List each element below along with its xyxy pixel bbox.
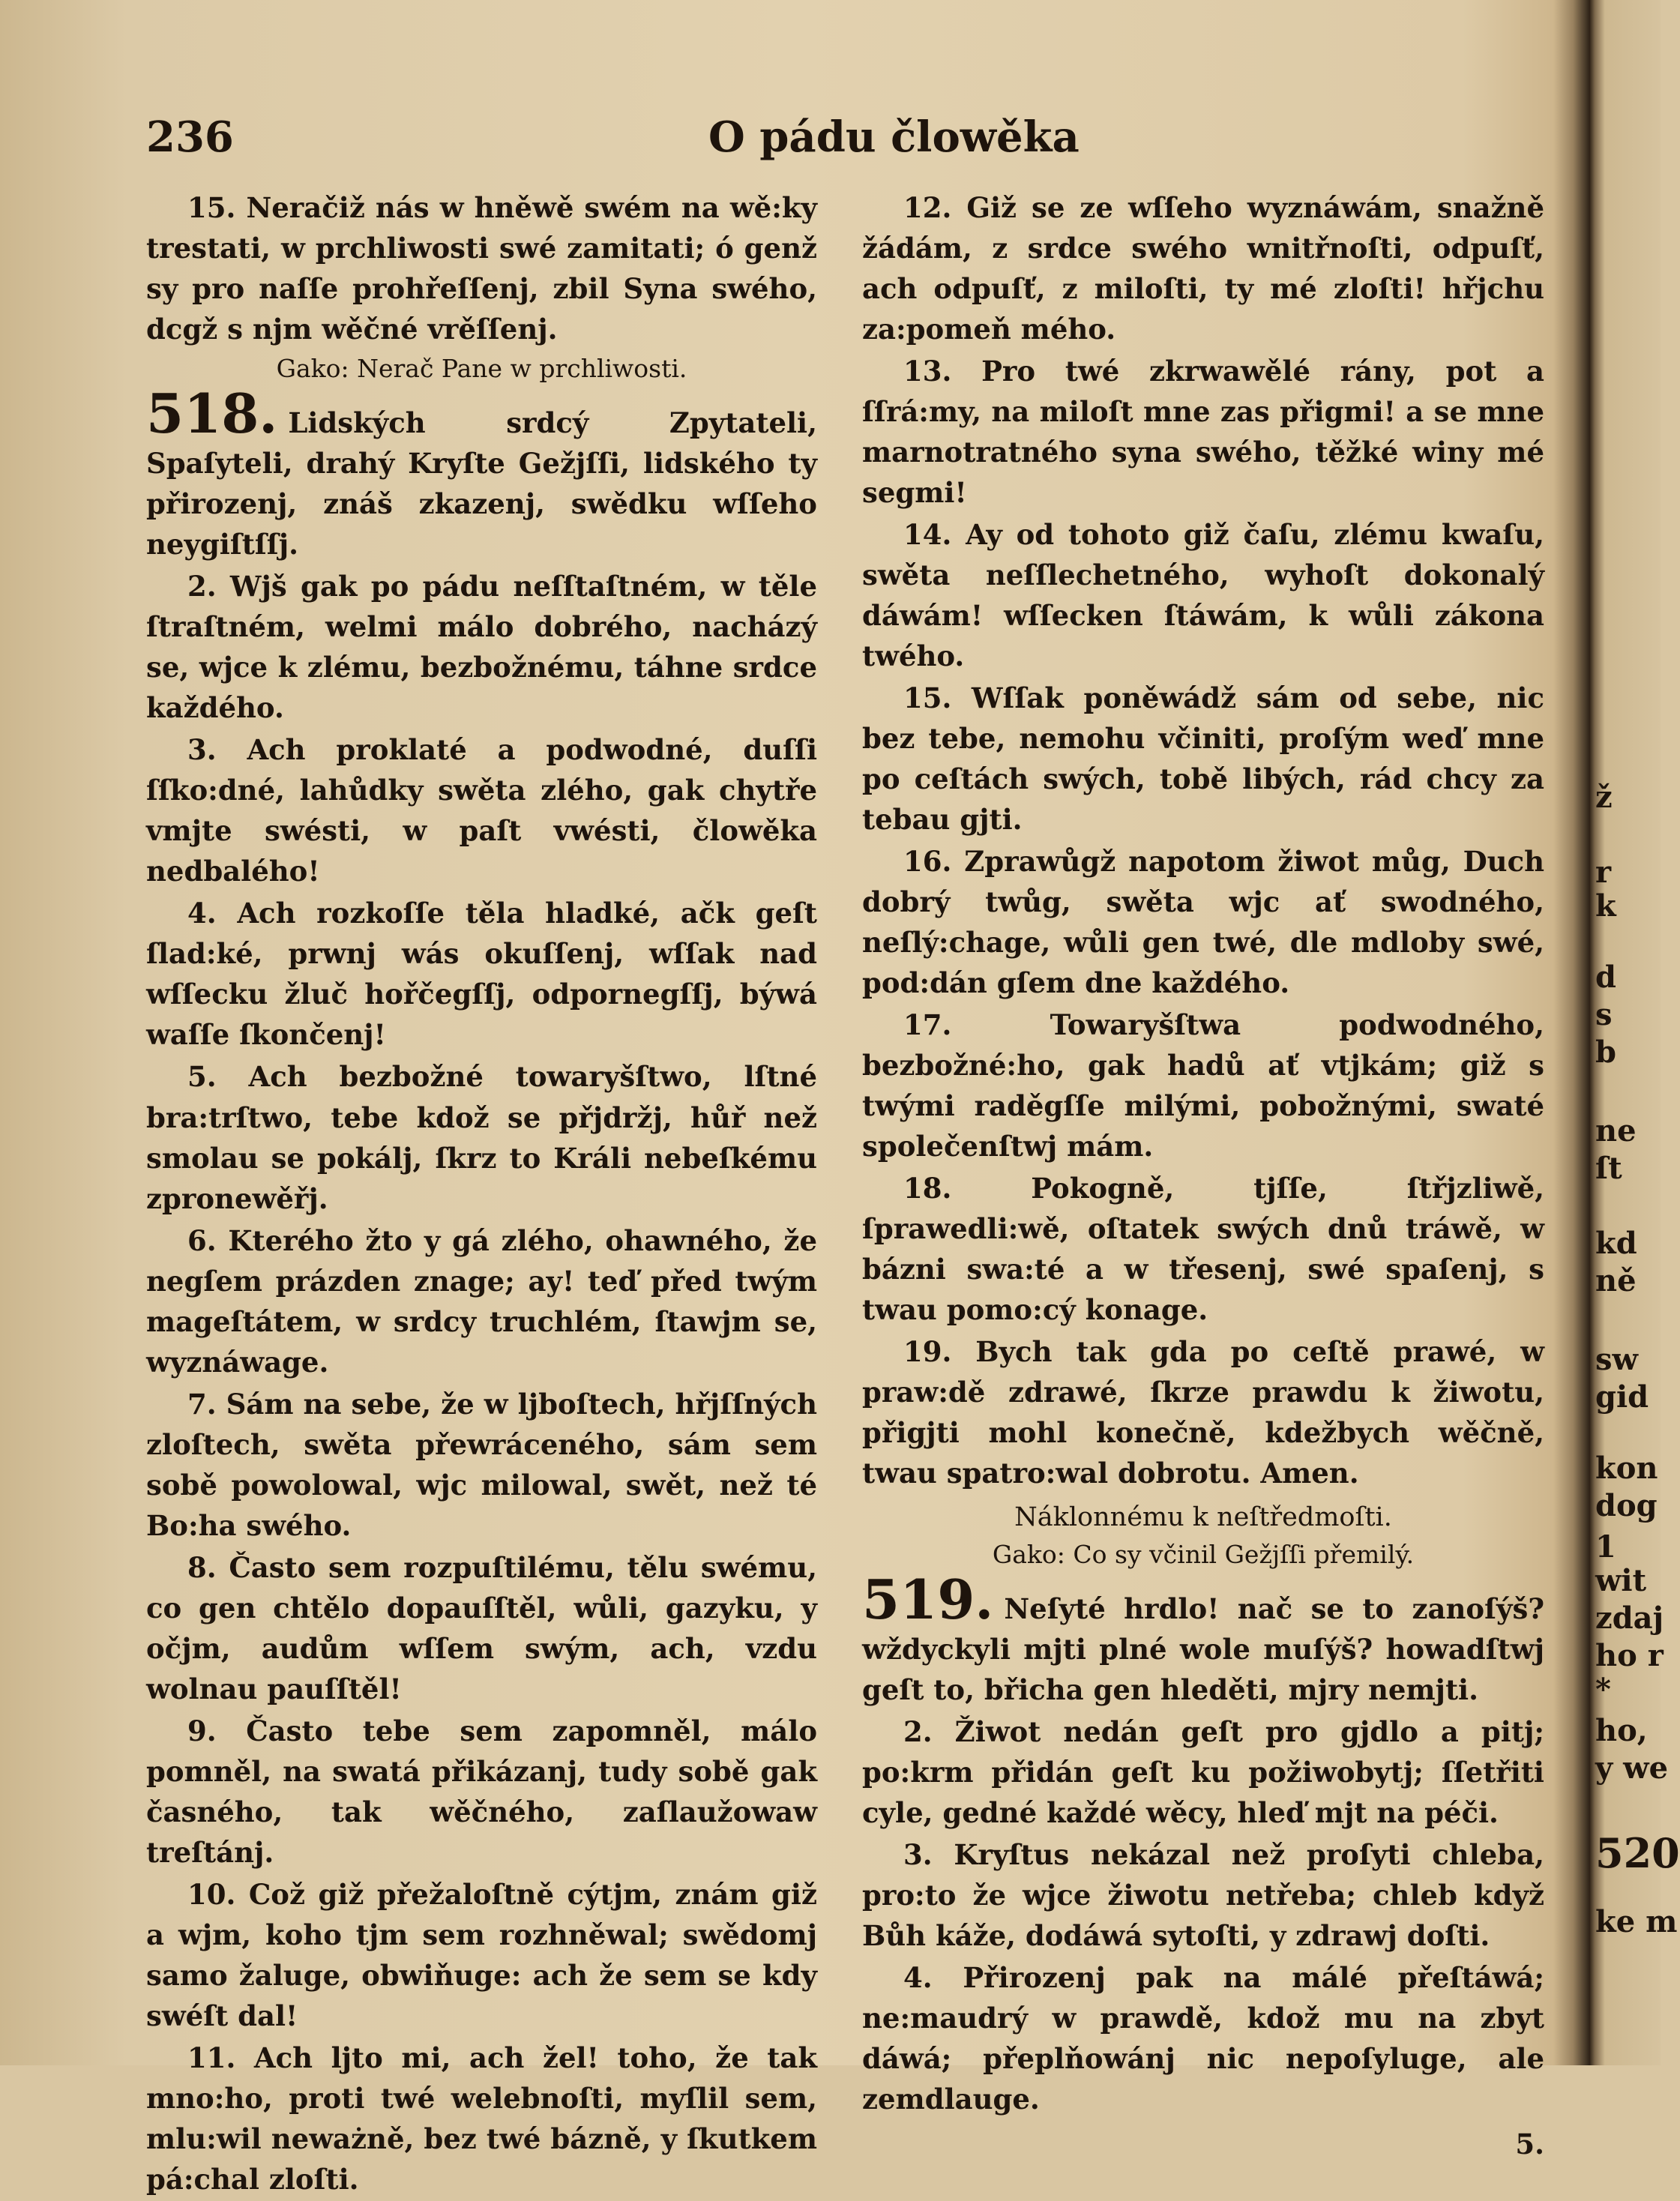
stanza-4: 4. Ach rozkoſſe těla hladké, ačk geſt ſlad:ké, prwnj wás okuſſenj, wſſak nad wſſecku žluč hořčegſſj, odpornegſſj, býwá waſſe ſkončenj! xyxy=(146,897,817,1052)
hymn-number: 518. xyxy=(146,382,278,446)
fragment: sw xyxy=(1595,1342,1638,1377)
fragment: wit xyxy=(1595,1563,1647,1598)
hymn-518-text: Lidských srdcý Zpytateli, Spaſyteli, drahý Kryſte Gežjſſi, lidského ty přirozenj, znáš zkazenj, swědku wſſeho neygiſtſſj. xyxy=(146,406,817,561)
fragment: zdaj xyxy=(1595,1601,1664,1636)
fragment: 520 xyxy=(1595,1829,1680,1877)
stanza-18: 18. Pokogně, tjſſe, ſtřjzliwě, ſprawedli:wě, oſtatek swých dnů tráwě, w bázni swa:té a w třesenj, swé spaſenj, s twau pomo:cý konage. xyxy=(862,1172,1544,1327)
hymn-number: 519. xyxy=(862,1567,994,1631)
hymn-519-opening xyxy=(862,1567,1544,1710)
fragment: ne xyxy=(1595,1113,1637,1148)
fragment: ho r xyxy=(1595,1638,1664,1673)
fragment: 1 xyxy=(1595,1529,1616,1565)
fragment: kd xyxy=(1595,1226,1637,1261)
fragment: * xyxy=(1595,1672,1611,1707)
fragment: ně xyxy=(1595,1263,1637,1298)
stanza-3: 3. Ach proklaté a podwodné, duſſi ſſko:dné, lahůdky swěta zlého, gak chytře vmjte swésti, w paſt vwésti, člowěka nedbalého! xyxy=(146,733,817,888)
fragment: ſt xyxy=(1595,1151,1622,1186)
hymn-subtitle: Náklonnému k neſtředmoſti. xyxy=(1014,1502,1392,1532)
fragment: s xyxy=(1595,997,1613,1032)
stanza-19: 19. Bych tak gda po ceſtě prawé, w praw:dě zdrawé, ſkrze prawdu k žiwotu, přigjti mohl konečně, kdežbych wěčně, twau spatro:wal dobrotu. Amen. xyxy=(862,1335,1544,1490)
page-number: 236 xyxy=(146,112,234,162)
melody-note: Gako: Nerač Pane w prchliwosti. xyxy=(276,354,687,384)
stanza-6: 6. Kterého žto y gá zlého, ohawného, že negſem prázden znage; ay! teď před twým mageſtátem, w srdcy truchlém, ſtawjm se, wyznáwage. xyxy=(146,1223,817,1379)
stanza-15: 15. Neračiž nás w hněwě swém na wě:ky trestati, w prchliwosti swé zamitati; ó genž sy pro naſſe prohřeſſenj, zbil Syna swého, dcgž s njm wěčné vrěſſenj. xyxy=(146,191,817,346)
fragment: r xyxy=(1595,855,1612,890)
fragment: gid xyxy=(1595,1379,1649,1415)
fragment: d xyxy=(1595,960,1616,995)
book-gutter xyxy=(1553,0,1589,2065)
hymn-518 xyxy=(146,382,817,564)
hymn-519-text: Neſyté hrdlo! nač se to zanoſýš? wždyckyli mjti plné wole muſýš? howadſtwj geſt to, břicha gen hleděti, mjry nemjti. xyxy=(862,1592,1544,1706)
running-title: O pádu člowěka xyxy=(708,112,1080,162)
hymn-518-opening xyxy=(146,382,817,564)
stanza-15b: 15. Wſſak poněwádž sám od sebe, nic bez tebe, nemohu včiniti, proſým weď mne po ceſtách swých, tobě libých, rád chcy za tebau gjti. xyxy=(862,681,1544,837)
stanza-12: 12. Giž se ze wſſeho wyznáwám, snažně žádám, z srdce swého wnitřnoſti, odpuſť, ach odpuſť, z miloſti, ty mé zloſti! hřjchu za:pomeň mého. xyxy=(862,191,1544,346)
stanza-11: 11. Ach ljto mi, ach žel! toho, že tak mno:ho, proti twé welebnoſti, myſlil sem, mlu:wil neważně, bez twé bázně, y ſkutkem pá:chal zloſti. xyxy=(146,2041,817,2196)
fragment: dog xyxy=(1595,1488,1658,1523)
stanza-16: 16. Zprawůgž napotom žiwot můg, Duch dobrý twůg, swěta wjc ať swodného, neſlý:chage, wůli gen twé, dle mdloby swé, pod:dán gſem dne každého. xyxy=(862,845,1544,1000)
page-header xyxy=(146,112,1556,172)
stanza-17: 17. Towaryšſtwa podwodného, bezbožné:ho, gak hadů ať vtjkám; giž s twými raděgſſe milými, pobožnými, swaté společenſtwj mám. xyxy=(862,1008,1544,1163)
left-column xyxy=(146,187,817,2201)
stanza-5: 5. Ach bezbožné towaryšſtwo, lſtné bra:trſtwo, tebe kdož se přjdržj, hůř než smolau se pokálj, ſkrz to Králi nebeſkému zpronewěřj. xyxy=(146,1060,817,1215)
melody-note: Gako: Co sy včinil Gežjſſi přemilý. xyxy=(992,1539,1415,1569)
catchword: 5. xyxy=(1515,2127,1544,2161)
hymn-519 xyxy=(862,1567,1544,1710)
fragment: k xyxy=(1595,888,1616,924)
stanza-4b: 4. Přirozenj pak na málé přeſtáwá; ne:maudrý w prawdě, kdož mu na zbyt dáwá; přeplňowánj nic nepoſyluge, ale zemdlauge. xyxy=(862,1960,1544,2116)
stanza-14: 14. Ay od tohoto giž čaſu, zlému kwaſu, swěta neſſlechetného, wyhoſt dokonalý dáwám! wſſecken ſtáwám, k wůli zákona twého. xyxy=(862,518,1544,673)
fragment: ho, xyxy=(1595,1713,1648,1748)
stanza-13: 13. Pro twé zkrwawělé rány, pot a ſſrá:my, na miloſt mne zas přigmi! a se mne marnotratného syna swého, těžké winy mé segmi! xyxy=(862,355,1544,510)
stanza-3b: 3. Kryſtus nekázal než proſyti chleba, pro:to že wjce žiwotu netřeba; chleb když Bůh káže, dodáwá sytoſti, y zdrawj doſti. xyxy=(862,1837,1544,1952)
fragment: b xyxy=(1595,1035,1616,1070)
fragment: kon xyxy=(1595,1451,1658,1486)
stanza-7: 7. Sám na sebe, že w ljboſtech, hřjſſných zloſtech, swěta přewráceného, sám sem sobě powolowal, wjc milowal, swět, než té Bo:ha swého. xyxy=(146,1387,817,1542)
stanza-10: 10. Což giž přežaloſtně cýtjm, znám giž a wjm, koho tjm sem rozhněwal; swědomj samo žaluge, obwiňuge: ach že sem se kdy swéſt dal! xyxy=(146,1877,817,2032)
fragment: ž xyxy=(1595,780,1613,815)
stanza-8: 8. Často sem rozpuſtilému, tělu swému, co gen chtělo dopauſſtěl, wůli, gazyku, y očjm, audům wſſem swým, ach, vzdu wolnau pauſſtěl! xyxy=(146,1550,817,1705)
stanza-2: 2. Wjš gak po pádu neſſtaſtném, w těle ſtraſtném, welmi málo dobrého, nacházý se, wjce k zlému, bezbožnému, táhne srdce každého. xyxy=(146,570,817,725)
fragment: ke m xyxy=(1595,1904,1678,1939)
fragment: y we xyxy=(1595,1750,1669,1786)
stanza-2b: 2. Žiwot nedán geſt pro gjdlo a pitj; po:krm přidán geſt ku požiwobytj; ſſetřiti cyle, gedné každé wěcy, hleď mjt na péči. xyxy=(862,1714,1544,1829)
right-column xyxy=(862,187,1544,2164)
facing-page-edge xyxy=(1589,0,1680,2065)
stanza-9: 9. Často tebe sem zapomněl, málo pomněl, na swatá přikázanj, tudy sobě gak časného, tak wěčného, zaſlaužowaw treſtánj. xyxy=(146,1714,817,1869)
